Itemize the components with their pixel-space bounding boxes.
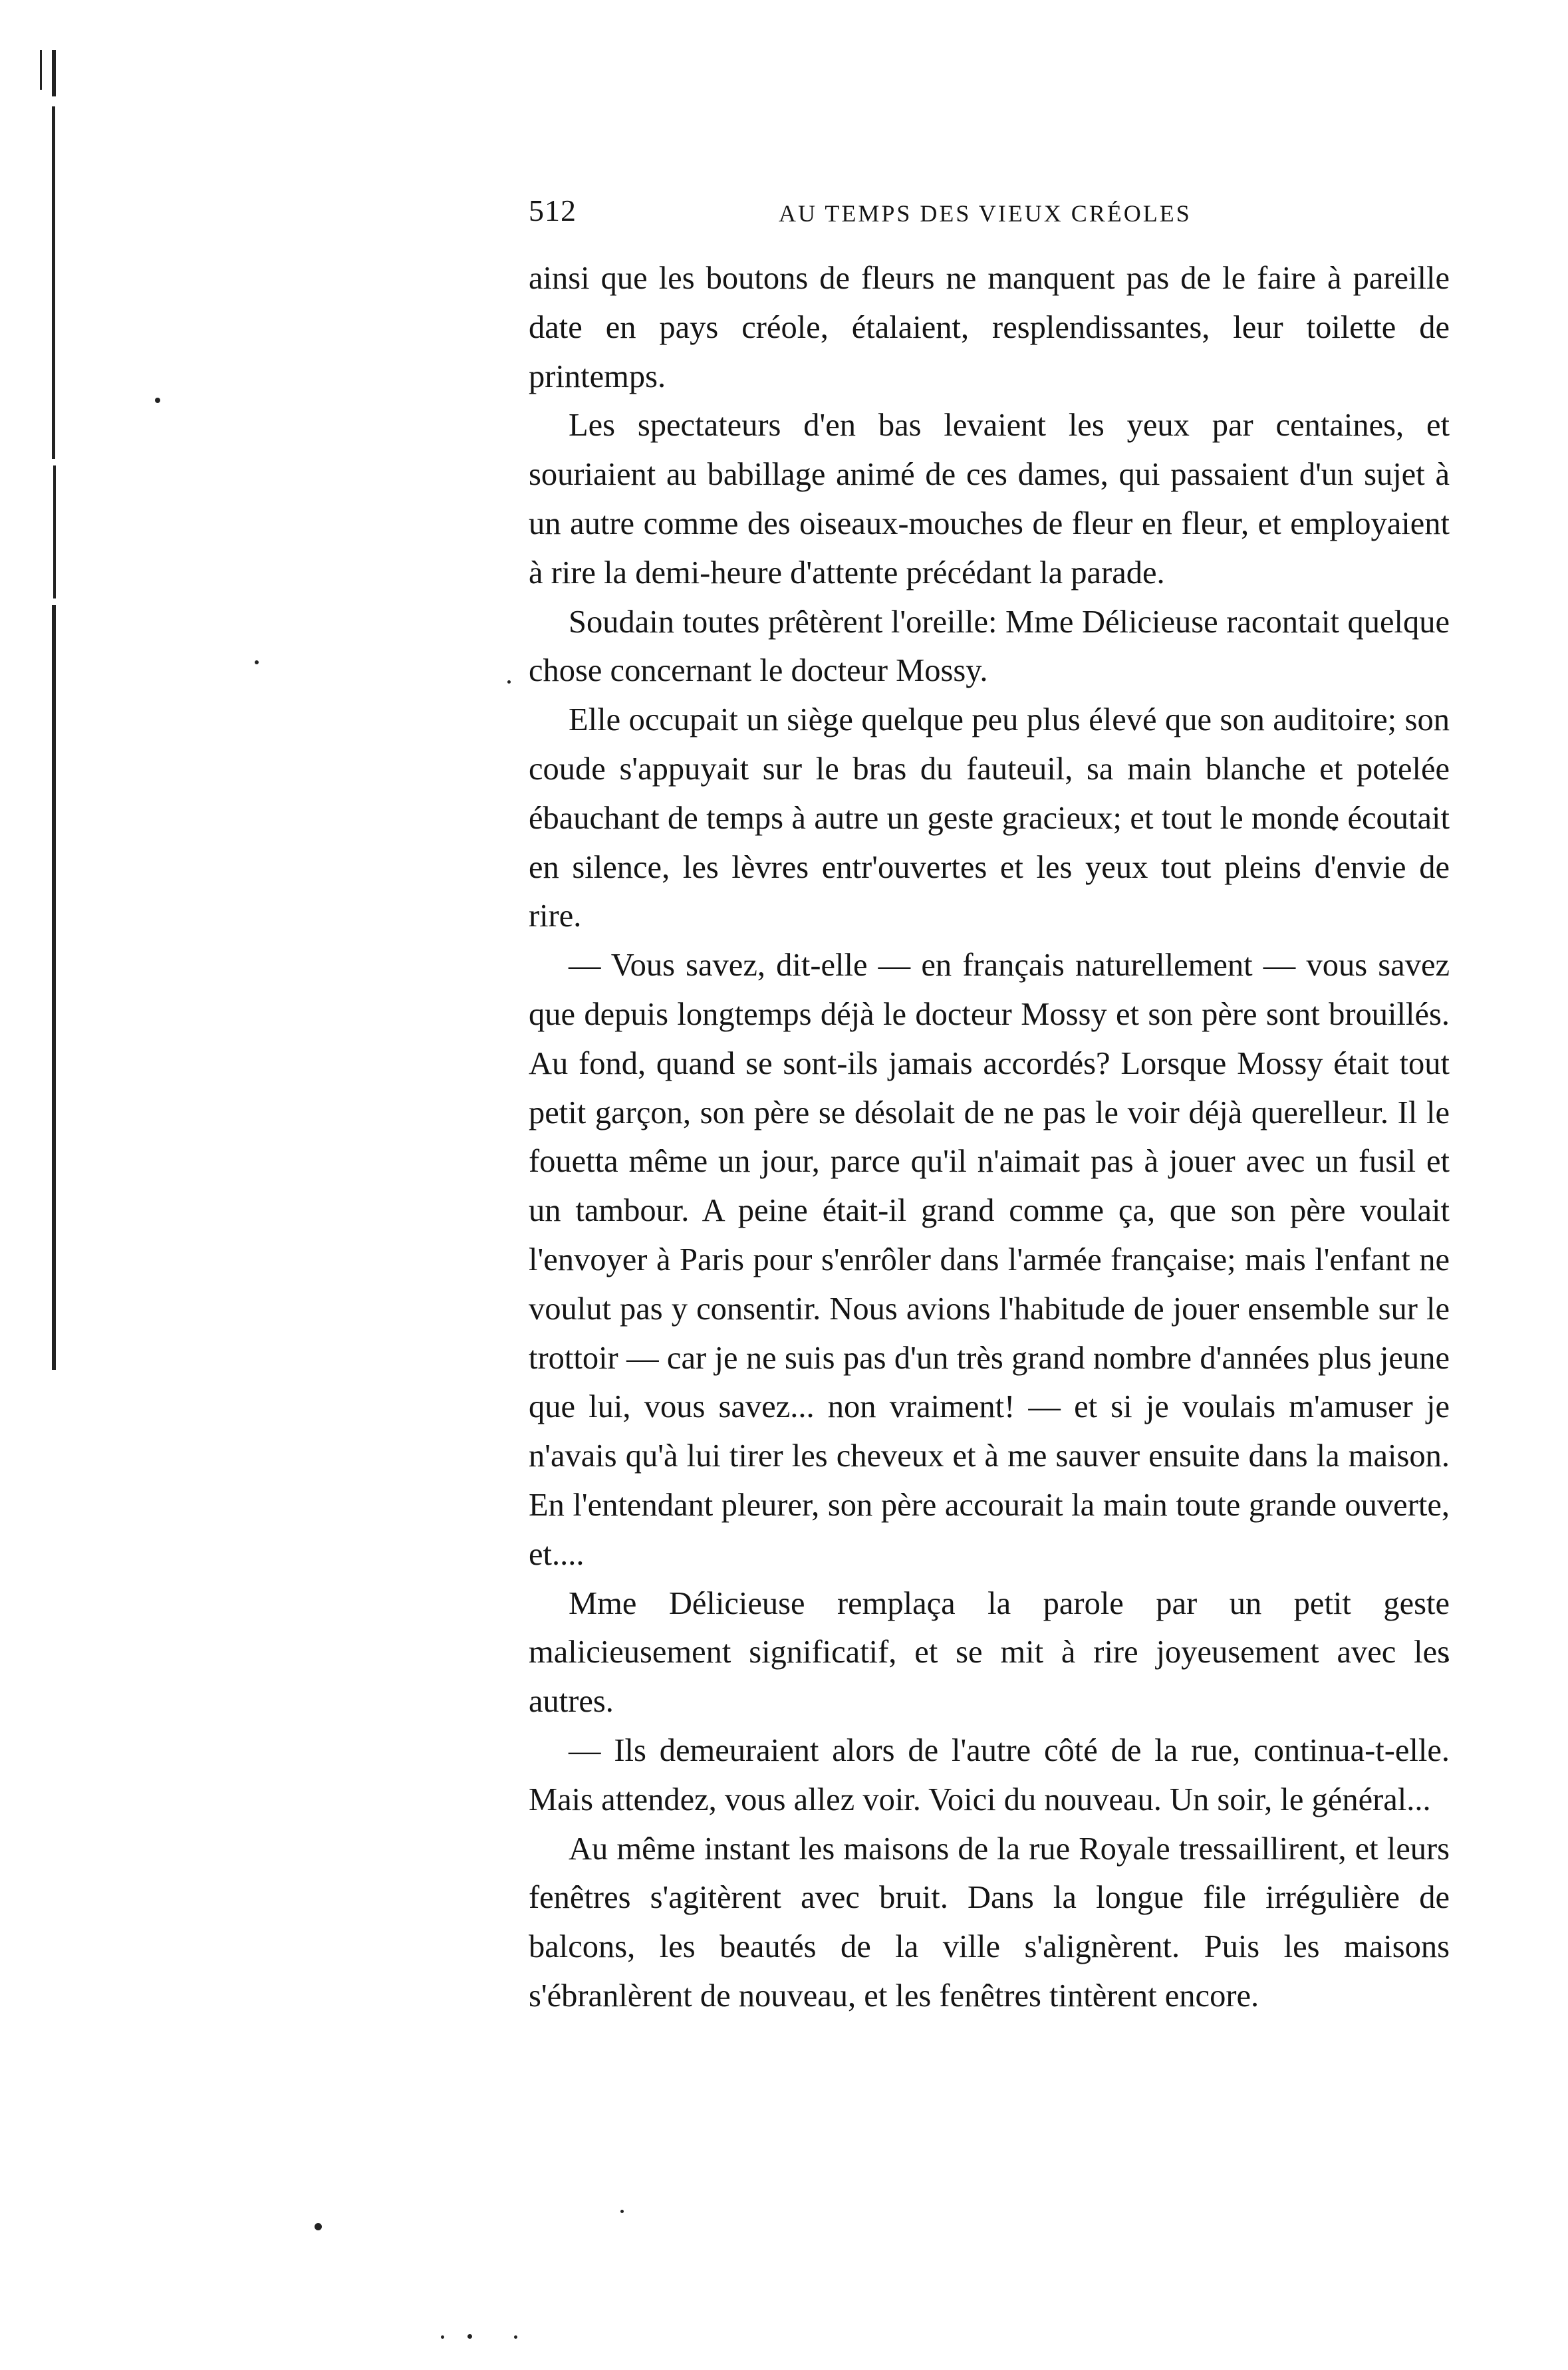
paragraph: Mme Délicieuse remplaça la parole par un petit geste malicieusement significatif, et se mit à rire joyeusement avec les autres.: [529, 1585, 1450, 1720]
paragraph: Au même instant les maisons de la rue Royale tressaillirent, et leurs fenêtres s'agitèrent avec bruit. Dans la longue file irrégulière de balcons, les beautés de la ville s'alignèrent. Puis les maisons s'ébranlèrent de nouveau, et les fenêtres tintèrent encore.: [529, 1831, 1450, 2014]
page-number: 512: [529, 194, 577, 227]
running-head: [529, 193, 1446, 239]
scan-speck: [467, 2334, 472, 2339]
binding-edge-mark: [53, 465, 56, 598]
binding-edge-mark: [40, 50, 42, 90]
scan-speck: [507, 680, 511, 684]
paragraph: Elle occupait un siège quelque peu plus élevé que son auditoire; son coude s'appuyait sur le bras du fauteuil, sa main blanche et potelée ébauchant de temps à autre un geste gracieux; et tout le monde écoutait en silence, les lèvres entr'ouvertes et les yeux tout pleins d'envie de rire.: [529, 702, 1450, 934]
paragraph: ainsi que les boutons de fleurs ne manquent pas de le faire à pareille date en pays créole, étalaient, resplendissantes, leur toilette de printemps.: [529, 261, 1450, 394]
binding-edge-mark: [52, 106, 55, 459]
scan-speck: [155, 398, 160, 403]
binding-edge-mark: [52, 50, 56, 96]
paragraph: — Ils demeuraient alors de l'autre côté de la rue, continua-t-elle. Mais attendez, vous allez voir. Voici du nouveau. Un soir, le général...: [529, 1732, 1450, 1817]
paragraph: Soudain toutes prêtèrent l'oreille: Mme Délicieuse racontait quelque chose concernant le docteur Mossy.: [529, 604, 1450, 689]
scan-speck: [255, 660, 259, 664]
paragraph: — Vous savez, dit-elle — en français naturellement — vous savez que depuis longtemps déjà le docteur Mossy et son père sont brouillés. Au fond, quand se sont-ils jamais accordés? Lorsque Mossy était tout petit garçon, son père se désolait de ne pas le voir déjà querelleur. Il le fouetta même un jour, parce qu'il n'aimait pas à jouer avec un fusil et un tambour. A peine était-il grand comme ça, que son père voulait l'envoyer à Paris pour s'enrôler dans l'armée française; mais l'enfant ne voulut pas y consentir. Nous avions l'habitude de jouer ensemble sur le trottoir — car je ne suis pas d'un très grand nombre d'années plus jeune que lui, vous savez... non vraiment! — et si je voulais m'amuser je n'avais qu'à lui tirer les cheveux et à me sauver ensuite dans la maison. En l'entendant pleurer, son père accourait la main toute grande ouverte, et....: [529, 948, 1450, 1572]
running-title: AU TEMPS DES VIEUX CRÉOLES: [779, 200, 1192, 227]
scan-speck: [620, 2210, 624, 2213]
scan-speck: [441, 2335, 444, 2339]
scan-speck: [315, 2223, 322, 2230]
paragraph: Les spectateurs d'en bas levaient les yeux par centaines, et souriaient au babillage animé de ces dames, qui passaient d'un sujet à un autre comme des oiseaux-mouches de fleur en fleur, et employaient à rire la demi-heure d'attente précédant la parade.: [529, 408, 1450, 591]
scan-speck: [514, 2335, 517, 2339]
binding-edge-mark: [52, 605, 56, 1370]
body-text: [529, 254, 1450, 2021]
